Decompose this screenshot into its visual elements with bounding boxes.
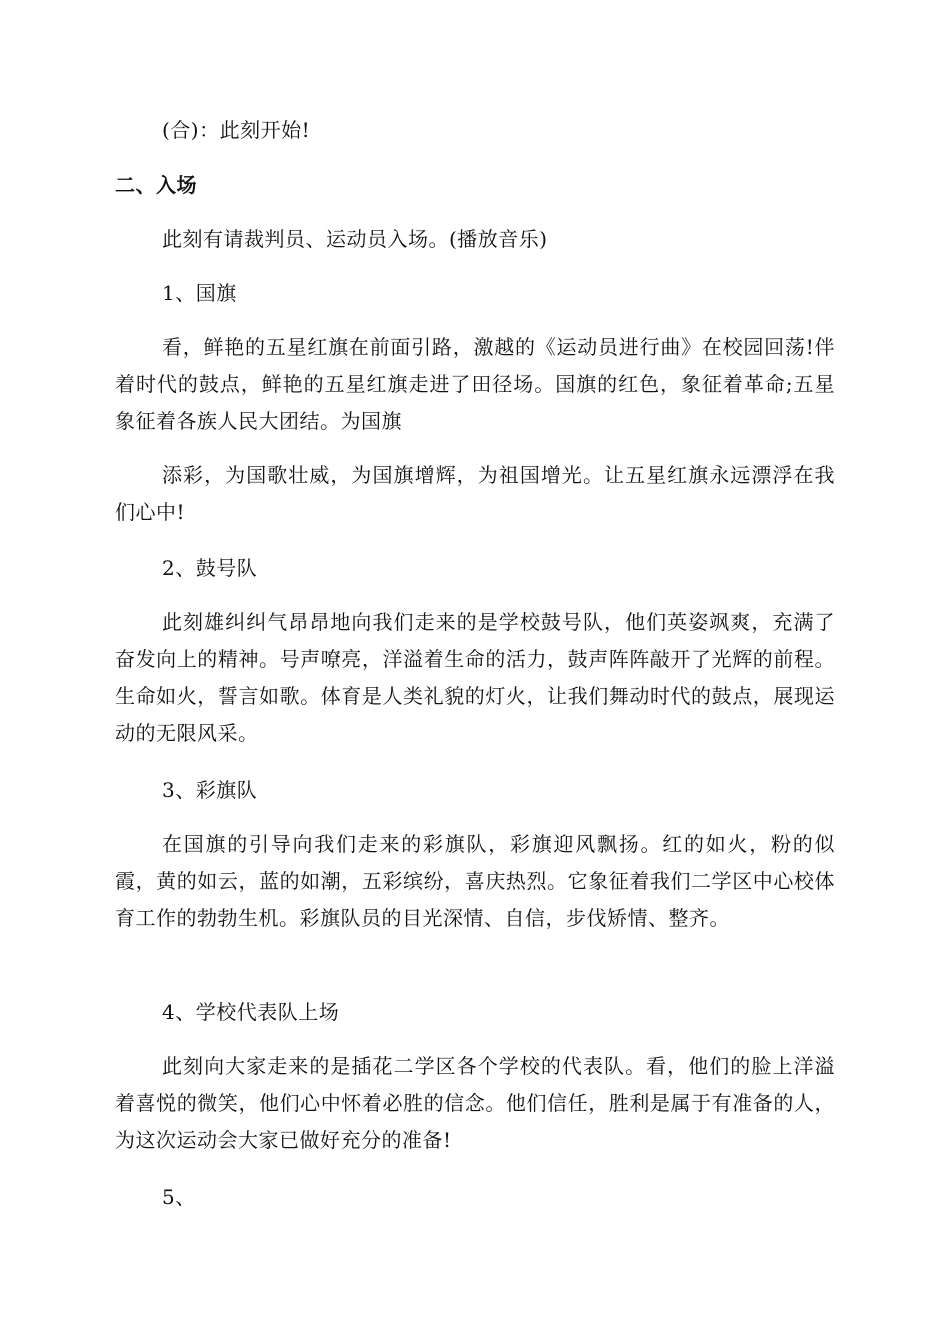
subheading-flag-team: 3、彩旗队 [162, 778, 258, 802]
paragraph-closing-line: (合)：此刻开始! [162, 118, 311, 142]
subheading-drum-band: 2、鼓号队 [162, 556, 258, 580]
paragraph-national-flag: 看，鲜艳的五星红旗在前面引路，激越的《运动员进行曲》在校园回荡!伴着时代的鼓点，鲜艳的五星红旗走进了田径场。国旗的红色，象征着革命;五星象征着各族人民大团结。为国旗 [115, 335, 835, 433]
paragraph-flag-team: 在国旗的引导向我们走来的彩旗队，彩旗迎风飘扬。红的如火，粉的似霞，黄的如云，蓝的如潮，五彩缤纷，喜庆热烈。它象征着我们二学区中心校体育工作的勃勃生机。彩旗队员的目光深情、自信，步伐矫情、整齐。 [115, 832, 835, 930]
subheading-school-teams: 4、学校代表队上场 [162, 1000, 340, 1024]
paragraph-drum-band: 此刻雄纠纠气昂昂地向我们走来的是学校鼓号队，他们英姿飒爽，充满了奋发向上的精神。号声嘹亮，洋溢着生命的活力，鼓声阵阵敲开了光辉的前程。生命如火，誓言如歌。体育是人类礼貌的灯火，让我们舞动时代的鼓点，展现运动的无限风采。 [115, 610, 835, 745]
paragraph-entrance-intro: 此刻有请裁判员、运动员入场。(播放音乐) [162, 227, 548, 251]
subheading-item-5: 5、 [162, 1185, 196, 1209]
section-heading-entrance: 二、入场 [115, 173, 197, 197]
paragraph-school-teams: 此刻向大家走来的是插花二学区各个学校的代表队。看，他们的脸上洋溢着喜悦的微笑，他们心中怀着必胜的信念。他们信任，胜利是属于有准备的人，为这次运动会大家已做好充分的准备! [115, 1054, 835, 1152]
subheading-national-flag: 1、国旗 [162, 281, 237, 305]
paragraph-national-flag-continued: 添彩，为国歌壮威，为国旗增辉，为祖国增光。让五星红旗永远漂浮在我们心中! [115, 463, 835, 524]
